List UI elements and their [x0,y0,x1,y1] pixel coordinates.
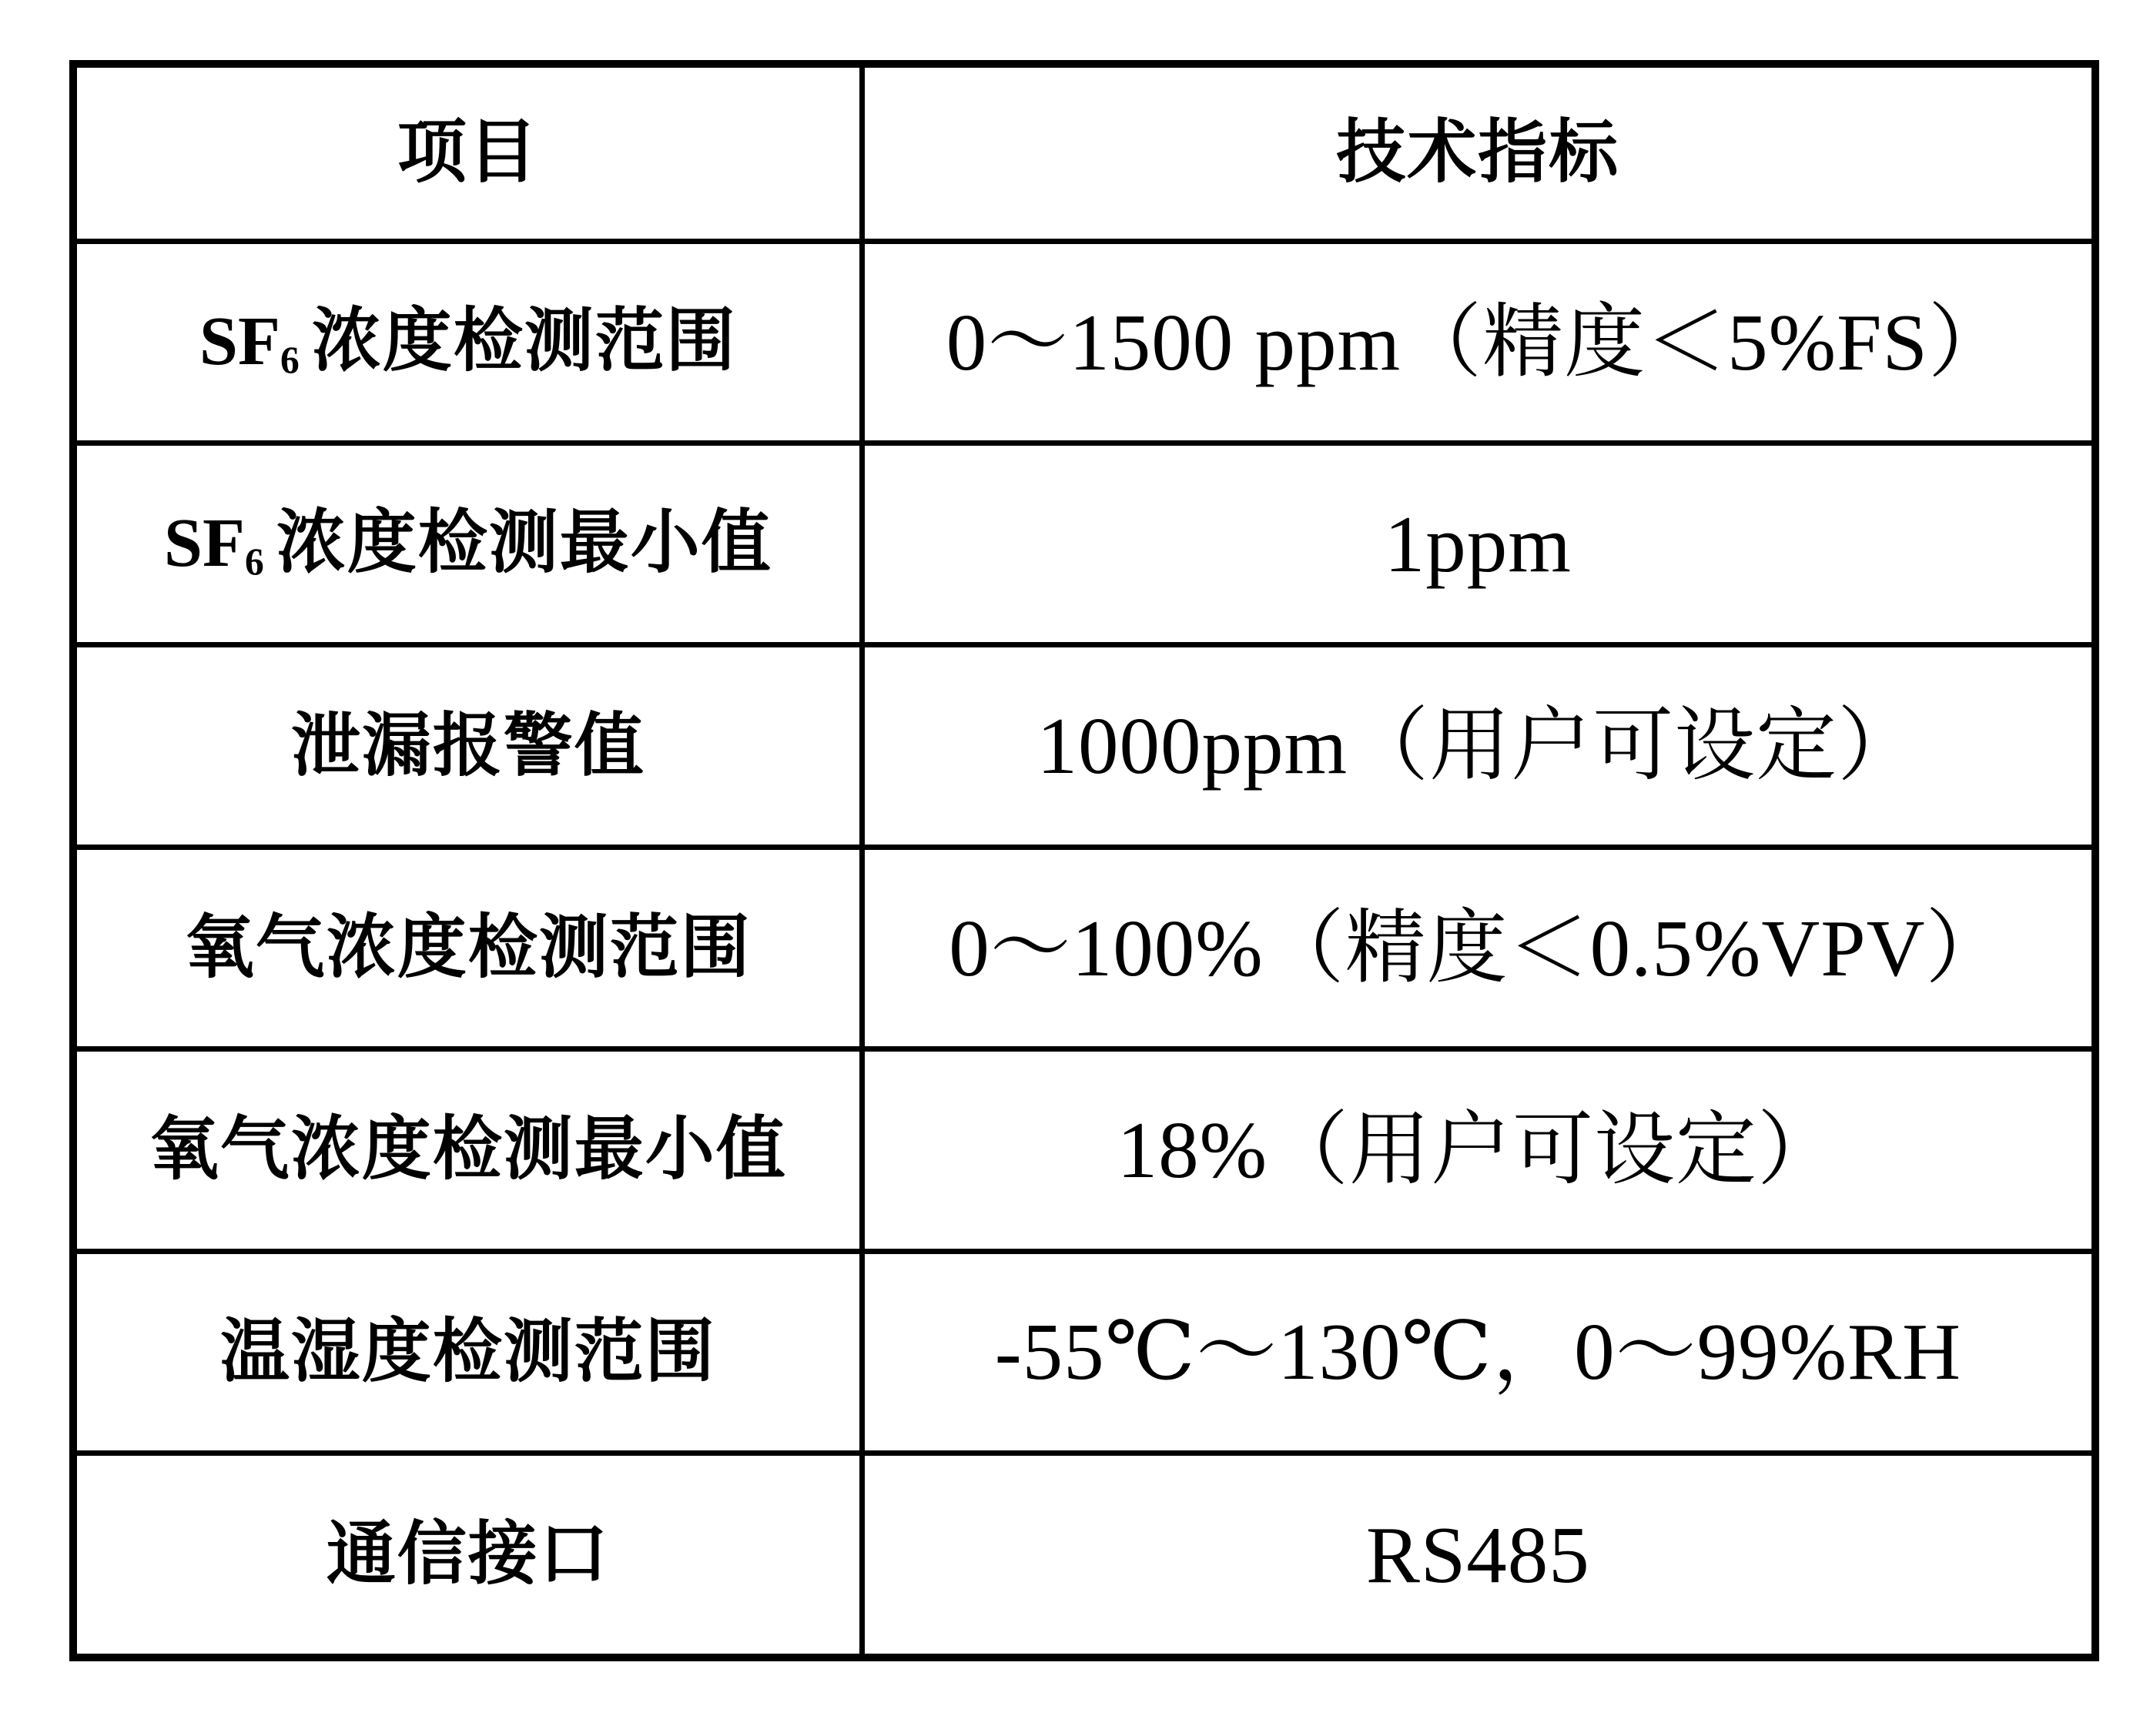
table-header-row [73,64,2095,241]
item-label: 温湿度检测范围 [219,1313,716,1390]
header-item-column: 项目 [73,64,862,241]
table-row [73,1453,2095,1657]
spec-cell: 0～1500 ppm（精度＜5%FS） [862,241,2095,443]
table-row [73,847,2095,1049]
spec-cell: 0～100%（精度＜0.5%VPV） [862,847,2095,1049]
item-cell [73,645,862,847]
table-row [73,443,2095,645]
item-cell [73,443,862,645]
item-label: 浓度检测范围 [311,302,737,380]
item-label: 浓度检测最小值 [276,504,772,582]
spec-cell: -55℃～130℃，0～99%RH [862,1251,2095,1453]
item-cell [73,1049,862,1251]
spec-table [69,60,2099,1661]
table-row [73,241,2095,443]
item-latin-prefix: SF [163,505,245,582]
item-label: 氧气浓度检测最小值 [149,1111,787,1189]
table-row [73,1251,2095,1453]
item-cell [73,241,862,443]
item-cell [73,847,862,1049]
item-subscript: 6 [244,540,264,583]
header-spec-column: 技术指标 [862,64,2095,241]
item-latin-prefix: SF [199,303,280,380]
spec-cell: 18%（用户可设定） [862,1049,2095,1251]
spec-cell: 1ppm [862,443,2095,645]
table-row [73,645,2095,847]
spec-cell: RS485 [862,1453,2095,1657]
spec-cell: 1000ppm（用户可设定） [862,645,2095,847]
table-row [73,1049,2095,1251]
item-label: 通信接口 [326,1515,610,1593]
item-cell [73,1251,862,1453]
item-label: 氧气浓度检测范围 [184,908,752,986]
item-subscript: 6 [280,338,300,381]
item-cell [73,1453,862,1657]
item-label: 泄漏报警值 [290,707,645,784]
